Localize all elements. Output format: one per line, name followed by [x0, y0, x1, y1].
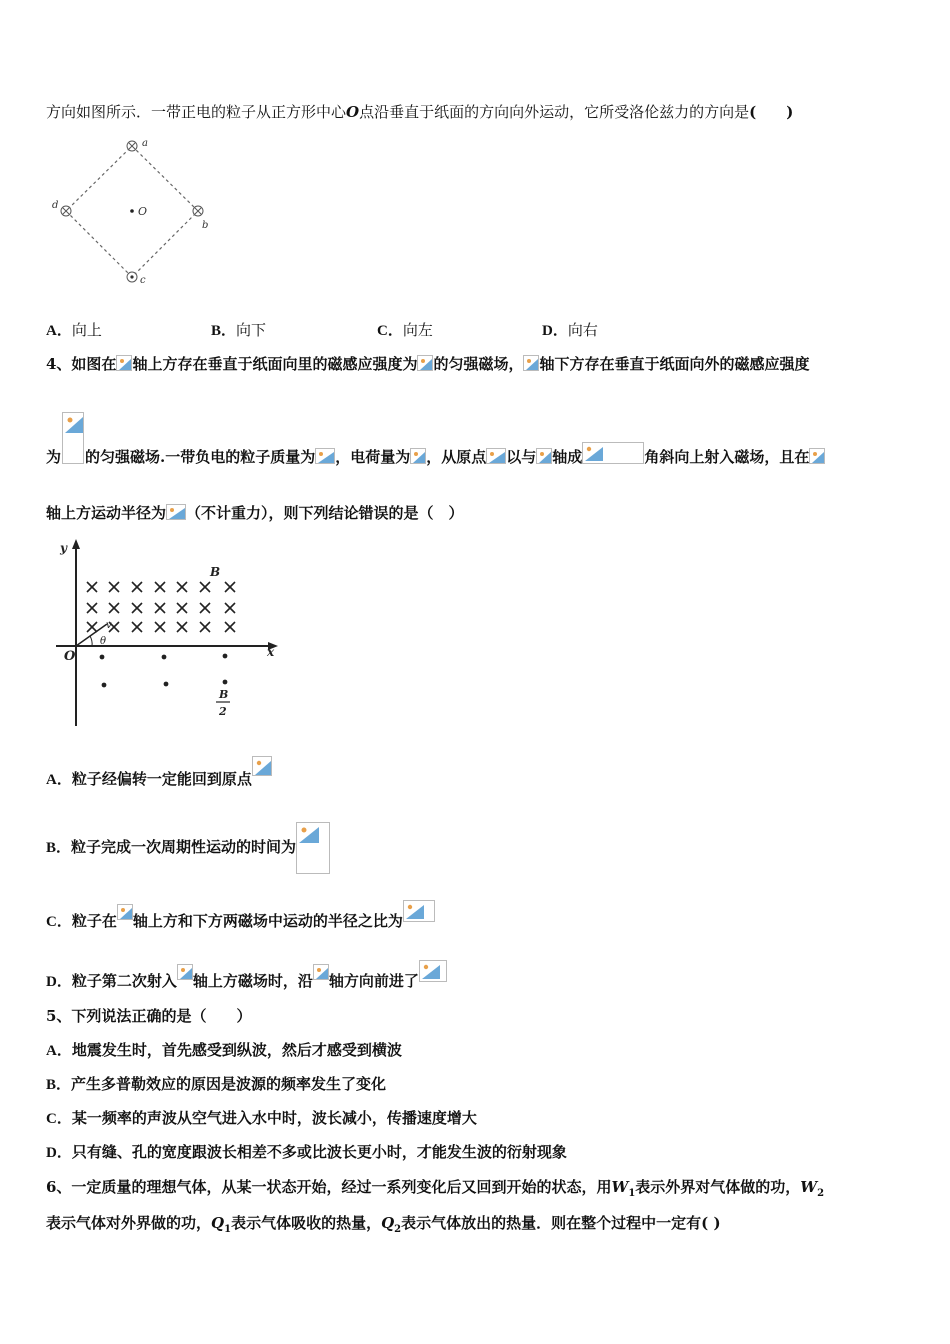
theta-label: θ [100, 636, 107, 647]
broken-image-icon [296, 822, 330, 874]
broken-image-icon [252, 756, 272, 776]
wire-d-in [61, 206, 71, 216]
q3-option-d: D．向右 [542, 321, 598, 339]
field-half-denominator: 2 [219, 705, 227, 718]
q6-stem-line2: 表示气体对外界做的功，$Q_1$表示气体吸收的热量，$Q_2$表示气体放出的热量．则在整个过程中一定有( ) [46, 1214, 721, 1235]
field-cross-mark [87, 582, 97, 592]
q4-field-diagram [52, 536, 286, 730]
q5-option-c: C．某一频率的声波从空气进入水中时，波长减小，传播速度增大 [46, 1109, 477, 1127]
broken-image-icon [417, 355, 433, 371]
broken-image-icon [582, 442, 644, 464]
field-cross-mark [177, 582, 187, 592]
field-cross-mark [200, 603, 210, 613]
broken-image-icon [403, 900, 435, 922]
broken-image-icon [116, 355, 132, 371]
broken-image-icon [117, 904, 133, 920]
origin-label: O [64, 649, 76, 664]
q4-stem-line2: 为 的匀强磁场.一带负电的粒子质量为 ，电荷量为 ，从原点 以与 轴成 角斜向上射入磁场，且在 [46, 442, 825, 467]
axis-y-label: y [60, 541, 67, 555]
field-cross-mark [200, 622, 210, 632]
field-cross-mark [225, 582, 235, 592]
broken-image-icon [486, 448, 506, 464]
wire-b-in [193, 206, 203, 216]
q3-stem: 方向如图所示．一带正电的粒子从正方形中心O点沿垂直于纸面的方向向外运动，它所受洛伦兹力的方向是( ) [46, 103, 794, 121]
center-point [130, 209, 134, 213]
broken-image-icon [419, 960, 447, 982]
q4-option-c: C．粒子在 轴上方和下方两磁场中运动的半径之比为 [46, 900, 435, 932]
field-cross-mark [109, 603, 119, 613]
field-cross-mark [155, 622, 165, 632]
field-dot-mark [223, 680, 228, 685]
field-cross-mark [155, 603, 165, 613]
broken-image-icon [809, 448, 825, 464]
field-b-label: B [210, 565, 221, 579]
q3-option-a: A．向上 [46, 321, 102, 339]
broken-image-icon [410, 448, 426, 464]
field-cross-mark [177, 622, 187, 632]
broken-image-icon [166, 504, 186, 520]
field-cross-mark [87, 622, 97, 632]
field-half-numerator: B [219, 688, 229, 701]
field-cross-mark [200, 582, 210, 592]
q5-stem: 5、下列说法正确的是（ ） [46, 1007, 252, 1025]
q4-option-d: D．粒子第二次射入 轴上方磁场时，沿 轴方向前进了 [46, 960, 447, 992]
wire-c-out [127, 272, 137, 282]
field-cross-mark [132, 622, 142, 632]
broken-image-icon [313, 964, 329, 980]
field-cross-mark [87, 603, 97, 613]
q4-stem-line3: 轴上方运动半径为 （不计重力），则下列结论错误的是（ ） [46, 504, 464, 522]
field-dot-mark [100, 655, 105, 660]
q5-option-a: A．地震发生时，首先感受到纵波，然后才感受到横波 [46, 1041, 402, 1059]
axis-x-label: x [267, 645, 275, 659]
q5-option-b: B．产生多普勒效应的原因是波源的频率发生了变化 [46, 1075, 387, 1093]
q5-option-d: D．只有缝、孔的宽度跟波长相差不多或比波长更小时，才能发生波的衍射现象 [46, 1143, 567, 1161]
field-cross-mark [132, 582, 142, 592]
field-cross-mark [109, 582, 119, 592]
broken-image-icon [523, 355, 539, 371]
q6-stem-line1: 6、一定质量的理想气体，从某一状态开始，经过一系列变化后又回到开始的状态，用$W_1$表示外界对气体做的功，$W_2$ [46, 1178, 825, 1199]
broken-image-icon [315, 448, 335, 464]
q4-stem-line1: 4、如图在 轴上方存在垂直于纸面向里的磁感应强度为 的匀强磁场， 轴下方存在垂直于纸面向外的磁感应强度 [46, 355, 810, 373]
q3-square-diagram [46, 134, 226, 294]
label-a: a [142, 138, 148, 149]
field-cross-mark [225, 603, 235, 613]
field-cross-mark [132, 603, 142, 613]
field-cross-mark [225, 622, 235, 632]
q3-option-c: C．向左 [377, 321, 433, 339]
field-dot-mark [164, 682, 169, 687]
label-b: b [202, 220, 209, 231]
field-out-dots [100, 654, 228, 688]
broken-image-icon [177, 964, 193, 980]
label-c: c [140, 275, 146, 286]
q4-option-a: A．粒子经偏转一定能回到原点 [46, 756, 272, 790]
q3-option-b: B．向下 [211, 321, 267, 339]
q4-option-b: B．粒子完成一次周期性运动的时间为 [46, 822, 330, 874]
field-dot-mark [162, 655, 167, 660]
wire-a-in [127, 141, 137, 151]
field-dot-mark [223, 654, 228, 659]
field-cross-mark [177, 603, 187, 613]
velocity-label: v [106, 620, 112, 631]
field-cross-mark [155, 582, 165, 592]
broken-image-icon [536, 448, 552, 464]
label-d: d [52, 200, 59, 211]
field-dot-mark [102, 683, 107, 688]
label-o: O [138, 205, 148, 218]
